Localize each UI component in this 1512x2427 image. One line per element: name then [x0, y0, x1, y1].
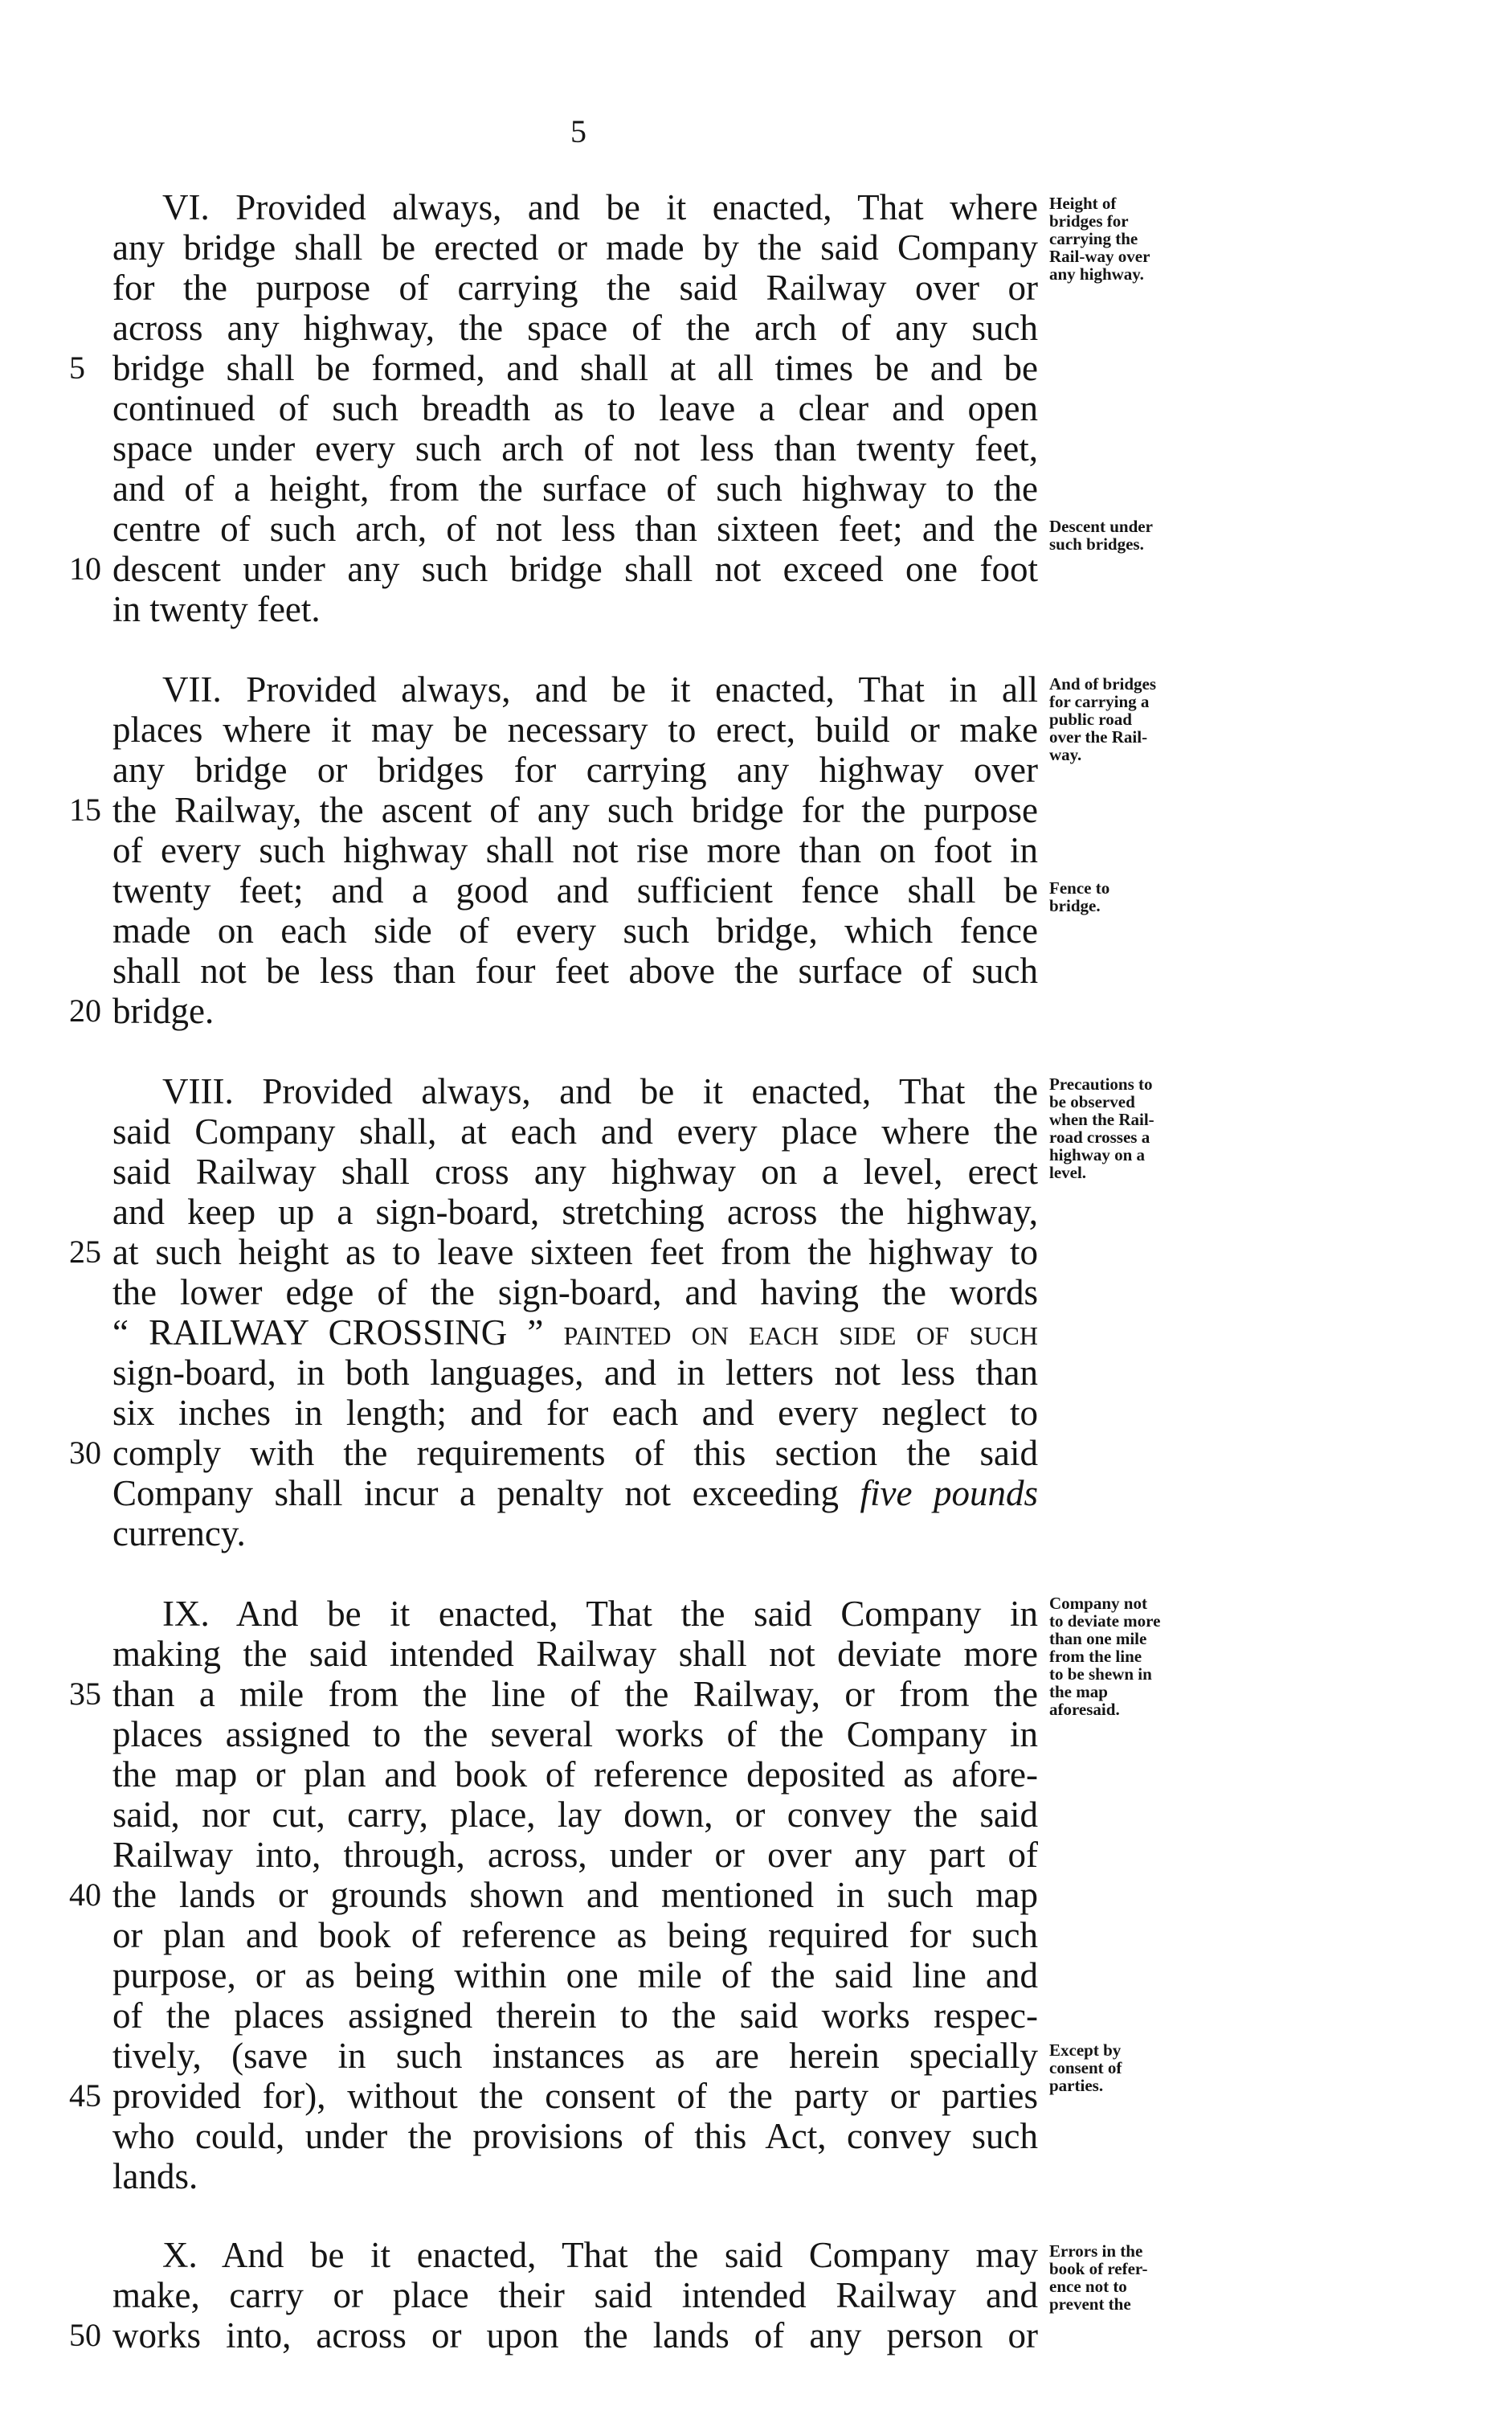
margin-note: Height of bridges for carrying the Rail-way over any highway.: [1049, 194, 1150, 284]
text-line: any bridge shall be erected or made by the said Company: [112, 227, 1038, 268]
line-number: 25: [69, 1234, 101, 1270]
line-number: 30: [69, 1435, 101, 1471]
text-line: IX. And be it enacted, That the said Company in: [162, 1594, 1038, 1634]
text-line: the lands or grounds shown and mentioned in such map: [112, 1875, 1038, 1915]
text-line: and keep up a sign-board, stretching across the highway,: [112, 1192, 1038, 1232]
text-line: the map or plan and book of reference deposited as afore-: [112, 1754, 1038, 1795]
text-line: across any highway, the space of the arch of any such: [112, 308, 1038, 348]
text-line: places where it may be necessary to erect, build or make: [112, 710, 1038, 750]
line-number: 50: [69, 2317, 101, 2353]
margin-note: Errors in the book of refer- ence not to prevent the: [1049, 2241, 1148, 2314]
margin-note: Precautions to be observed when the Rail- road crosses a highway on a level.: [1049, 1074, 1154, 1182]
text-line: who could, under the provisions of this Act, convey such: [112, 2116, 1038, 2156]
text-line: make, carry or place their said intended Railway and: [112, 2275, 1038, 2315]
page-number: 5: [570, 113, 586, 149]
line-number: 10: [69, 550, 101, 587]
text-line: places assigned to the several works of the Company in: [112, 1714, 1038, 1754]
text-line: of every such highway shall not rise more than on foot in: [112, 830, 1038, 870]
text-line: VII. Provided always, and be it enacted, That in all: [162, 669, 1038, 710]
text-line: continued of such breadth as to leave a clear and open: [112, 388, 1038, 428]
text-line: making the said intended Railway shall not deviate more: [112, 1634, 1038, 1674]
text-line: for the purpose of carrying the said Railway over or: [112, 268, 1038, 308]
text-line: shall not be less than four feet above the surface of such: [112, 951, 1038, 991]
text-line: of the places assigned therein to the said works respec-: [112, 1995, 1038, 2036]
text-line: provided for), without the consent of the party or parties: [112, 2076, 1038, 2116]
text-line: Railway into, through, across, under or over any part of: [112, 1835, 1038, 1875]
text-line: said Railway shall cross any highway on a level, erect: [112, 1152, 1038, 1192]
text-line: purpose, or as being within one mile of the said line and: [112, 1955, 1038, 1995]
text-line: bridge.: [112, 991, 215, 1031]
margin-note: Except by consent of parties.: [1049, 2040, 1122, 2095]
text-line: bridge shall be formed, and shall at all times be and be: [112, 348, 1038, 388]
text-line: currency.: [112, 1513, 246, 1553]
text-line: made on each side of every such bridge, which fence: [112, 911, 1038, 951]
line-number: 40: [69, 1877, 101, 1913]
line-number: 35: [69, 1676, 101, 1712]
text-line: and of a height, from the surface of such highway to the: [112, 469, 1038, 509]
text-line: said Company shall, at each and every place where the: [112, 1111, 1038, 1152]
text-line: works into, across or upon the lands of any person or: [112, 2315, 1038, 2355]
text-line: sign-board, in both languages, and in letters not less than: [112, 1353, 1038, 1393]
text-line: lands.: [112, 2156, 198, 2196]
text-line: in twenty feet.: [112, 589, 321, 629]
text-line: comply with the requirements of this section the said: [112, 1433, 1038, 1473]
text-line: “ RAILWAY CROSSING ” painted on each side of such: [112, 1312, 1038, 1353]
text-line: than a mile from the line of the Railway, or from the: [112, 1674, 1038, 1714]
line-number: 20: [69, 992, 101, 1029]
margin-note: Fence to bridge.: [1049, 878, 1110, 915]
text-line: VI. Provided always, and be it enacted, That where: [162, 187, 1038, 227]
text-line: X. And be it enacted, That the said Company may: [162, 2235, 1038, 2275]
text-line: space under every such arch of not less than twenty feet,: [112, 428, 1038, 469]
line-number: 5: [69, 350, 85, 386]
margin-note: Company not to deviate more than one mile from the line to be shewn in the map aforesaid.: [1049, 1594, 1161, 1719]
text-line: the lower edge of the sign-board, and having the words: [112, 1272, 1038, 1312]
text-line: said, nor cut, carry, place, lay down, or convey the said: [112, 1795, 1038, 1835]
text-line: centre of such arch, of not less than sixteen feet; and the: [112, 509, 1038, 549]
text-line: six inches in length; and for each and every neglect to: [112, 1393, 1038, 1433]
margin-note: Descent under such bridges.: [1049, 517, 1153, 554]
line-number: 15: [69, 792, 101, 828]
text-line: the Railway, the ascent of any such bridge for the purpose: [112, 790, 1038, 830]
text-line: VIII. Provided always, and be it enacted, That the: [162, 1071, 1038, 1111]
line-number: 45: [69, 2077, 101, 2114]
text-line: twenty feet; and a good and sufficient fence shall be: [112, 870, 1038, 911]
text-line: descent under any such bridge shall not exceed one foot: [112, 549, 1038, 589]
text-line: tively, (save in such instances as are herein specially: [112, 2036, 1038, 2076]
margin-note: And of bridges for carrying a public road over the Rail- way.: [1049, 674, 1157, 764]
text-line: at such height as to leave sixteen feet from the highway to: [112, 1232, 1038, 1272]
text-line: any bridge or bridges for carrying any highway over: [112, 750, 1038, 790]
text-line: Company shall incur a penalty not exceeding five pounds: [112, 1473, 1038, 1513]
text-line: or plan and book of reference as being required for such: [112, 1915, 1038, 1955]
